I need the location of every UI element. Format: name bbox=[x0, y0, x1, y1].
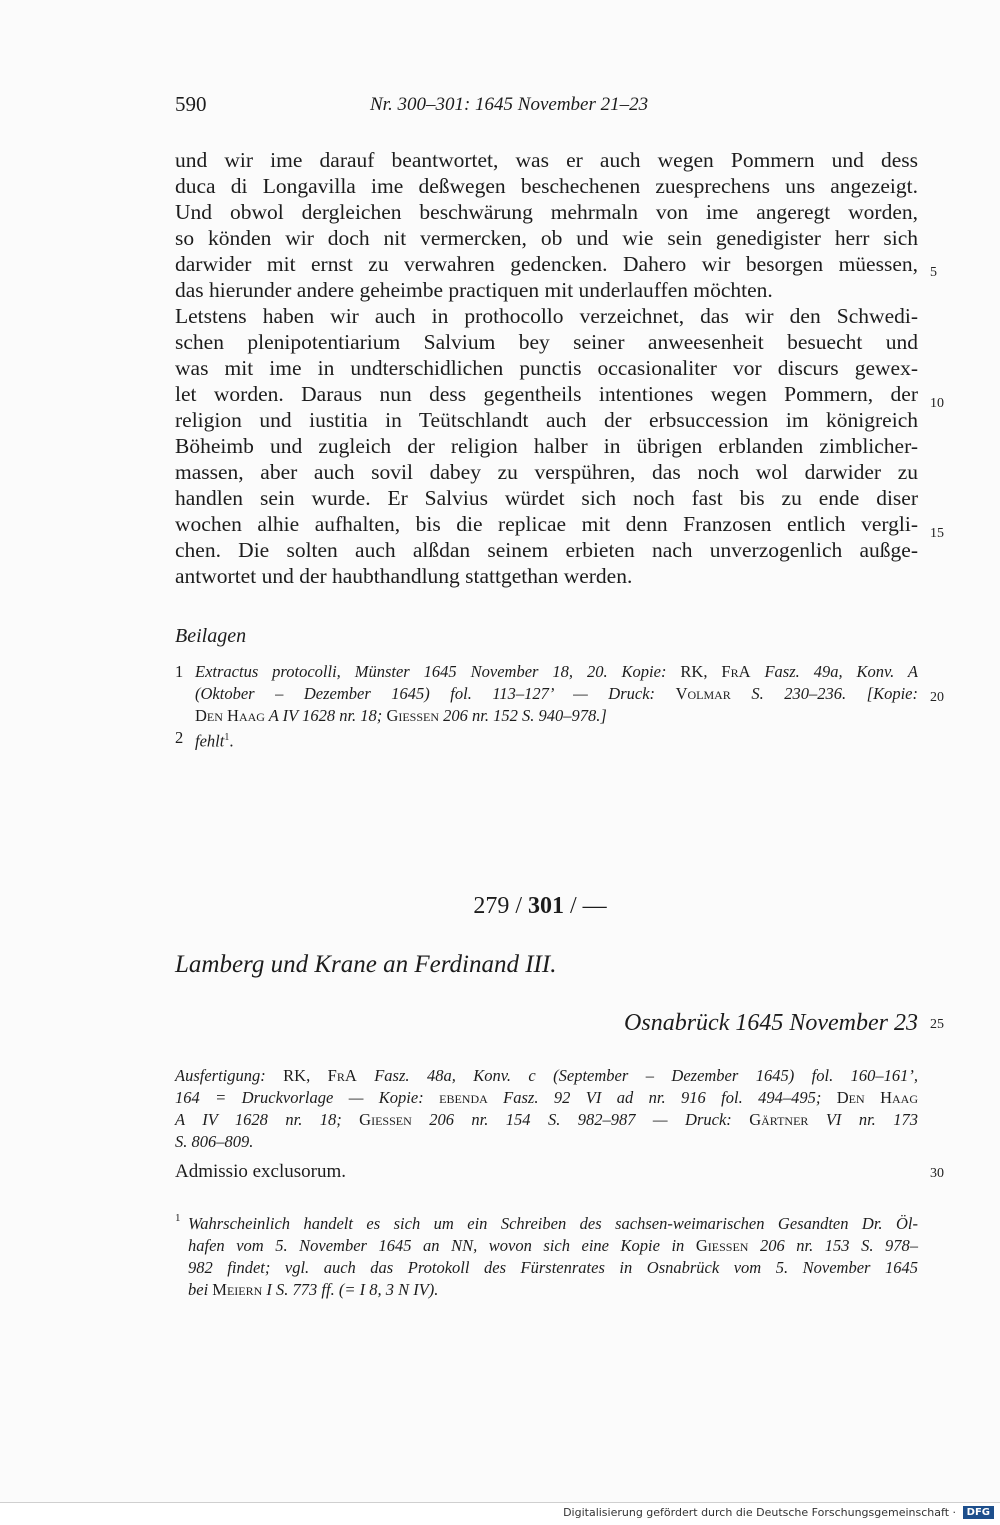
body-line: handlen sein wurde. Er Salvius würdet sich noch fast bis zu ende diser bbox=[175, 486, 918, 510]
body-line: let worden. Daraus nun dess gegentheils intentiones wegen Pommern, der bbox=[175, 382, 918, 406]
body-line: antwortet und der haubthandlung stattgethan werden. bbox=[175, 564, 633, 588]
dfg-logo: DFG bbox=[963, 1506, 994, 1519]
beilagen-item-number: 2 bbox=[175, 728, 184, 747]
body-line: was mit ime in undterschidlichen punctis occasionaliter vor discurs gewex- bbox=[175, 356, 918, 380]
beilagen-line: Extractus protocolli, Münster 1645 November 18, 20. Kopie: RK, FrA Fasz. 49a, Konv. A bbox=[195, 662, 918, 681]
source-line: Ausfertigung: RK, FrA Fasz. 48a, Konv. c (September – Dezember 1645) fol. 160–161’, bbox=[175, 1066, 919, 1085]
footnote-mark: 1 bbox=[175, 1212, 181, 1224]
footnote-line: 982 findet; vgl. auch das Protokoll des Fürstenrates in Osnabrück vom 5. November 1645 bbox=[188, 1258, 918, 1277]
body-line: Letstens haben wir auch in prothocollo verzeichnet, das wir den Schwedi- bbox=[175, 304, 918, 328]
beilagen-line: (Oktober – Dezember 1645) fol. 113–127’ — Druck: Volmar S. 230–236. [Kopie: bbox=[195, 684, 918, 703]
body-line: chen. Die solten auch alßdan seinem erbieten nach unverzogenlich außge- bbox=[175, 538, 918, 562]
footnote-line: Wahrscheinlich handelt es sich um ein Schreiben des sachsen-weimarischen Gesandten Dr. Öl- bbox=[188, 1214, 918, 1233]
body-line: darwider mit ernst zu verwahren gedencken. Dahero wir besorgen müessen, bbox=[175, 252, 918, 276]
line-number: 30 bbox=[930, 1166, 944, 1181]
source-line: 164 = Druckvorlage — Kopie: ebenda Fasz. 92 VI ad nr. 916 fol. 494–495; Den Haag bbox=[175, 1088, 918, 1107]
source-line: A IV 1628 nr. 18; Giessen 206 nr. 154 S. 982–987 — Druck: Gärtner VI nr. 173 bbox=[175, 1110, 918, 1129]
body-line: duca di Longavilla ime deßwegen beschechenen zuesprechens uns angezeigt. bbox=[175, 174, 918, 198]
footnote-reference: 1 bbox=[224, 732, 230, 743]
beilagen-line: Den Haag A IV 1628 nr. 18; Giessen 206 nr. 152 S. 940–978.] bbox=[195, 706, 607, 725]
body-line: das hierunder andere geheimbe practiquen mit underlauffen möchten. bbox=[175, 278, 773, 302]
running-title: Nr. 300–301: 1645 November 21–23 bbox=[370, 94, 649, 115]
footnote-line: bei Meiern I S. 773 ff. (= I 8, 3 N IV). bbox=[188, 1280, 439, 1299]
line-number: 15 bbox=[930, 526, 944, 541]
beilagen-line: fehlt$^1$. bbox=[195, 731, 234, 751]
body-line: Böheimb und zugleich der religion halber in übrigen erblanden zimblicher- bbox=[175, 434, 918, 458]
line-number: 20 bbox=[930, 690, 944, 705]
document-title: Lamberg und Krane an Ferdinand III. bbox=[175, 951, 557, 978]
line-number: 25 bbox=[930, 1017, 944, 1032]
place-date: Osnabrück 1645 November 23 bbox=[624, 1010, 918, 1036]
beilagen-item-number: 1 bbox=[175, 662, 184, 681]
body-line: religion und iustitia in Teütschlandt auch der erbsuccession im königreich bbox=[175, 408, 918, 432]
line-number: 5 bbox=[930, 265, 937, 280]
footer-credit: Digitalisierung gefördert durch die Deutsche Forschungsgemeinschaft · bbox=[563, 1506, 956, 1519]
body-line: wochen alhie aufhalten, bis die replicae mit denn Franzosen entlich vergli- bbox=[175, 512, 918, 536]
footer-bar bbox=[0, 1502, 1000, 1525]
body-line: und wir ime darauf beantwortet, was er auch wegen Pommern und dess bbox=[175, 148, 918, 172]
source-line: S. 806–809. bbox=[175, 1132, 254, 1151]
beilagen-heading: Beilagen bbox=[175, 625, 247, 647]
document-number: 279 / 301 / — bbox=[473, 893, 607, 919]
body-line: massen, aber auch sovil dabey zu verspühren, das noch wol darwider zu bbox=[175, 460, 918, 484]
regest-summary: Admissio exclusorum. bbox=[175, 1161, 346, 1182]
line-number: 10 bbox=[930, 396, 944, 411]
body-line: Und obwol dergleichen beschwärung mehrmaln von ime angeregt worden, bbox=[175, 200, 918, 224]
body-line: so könden wir doch nit vermercken, ob und wie sein genedigister herr sich bbox=[175, 226, 918, 250]
body-line: schen plenipotentiarium Salvium bey seiner anweesenheit besuecht und bbox=[175, 330, 918, 354]
footnote-line: hafen vom 5. November 1645 an NN, wovon sich eine Kopie in Giessen 206 nr. 153 S. 978– bbox=[188, 1236, 919, 1255]
page-number: 590 bbox=[175, 92, 207, 116]
